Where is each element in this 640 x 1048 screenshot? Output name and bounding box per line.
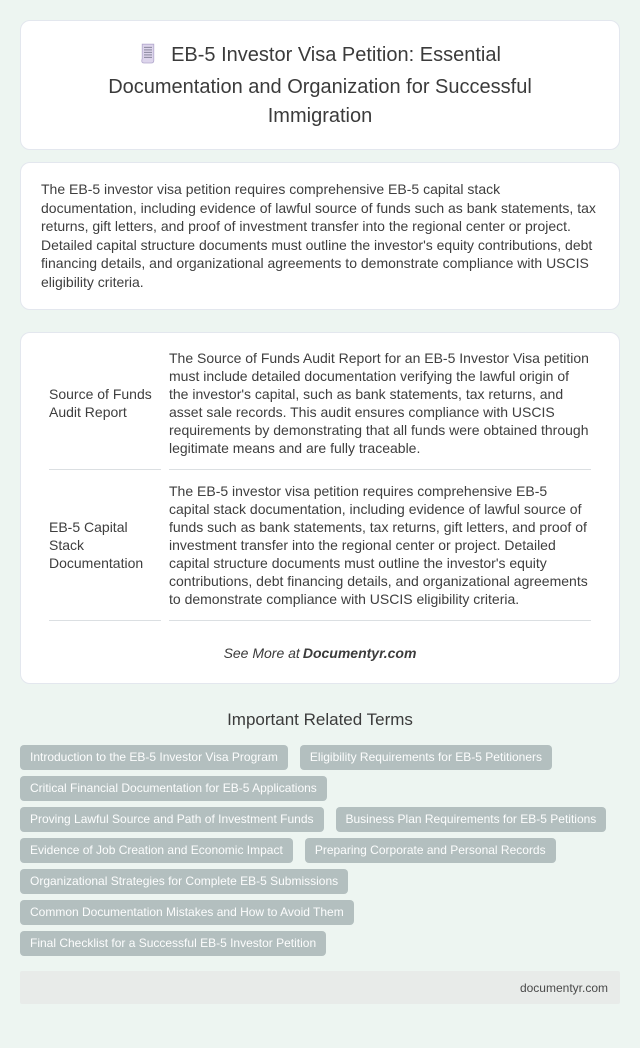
definition-cell: The EB-5 investor visa petition requires comprehensive EB-5 capital stack documentation, including evidence of lawful source of funds such as bank statements, tax returns, gift letters, and proof of investment transfer into the regional center or project. Detailed capital structure documents must outline the investor's equity contributions, debt financing details, and organizational agreements to demonstrate compliance with USCIS eligibility criteria. bbox=[169, 470, 591, 621]
related-term-tag[interactable]: Evidence of Job Creation and Economic Impact bbox=[20, 838, 293, 863]
related-term-tag[interactable]: Introduction to the EB-5 Investor Visa Program bbox=[20, 745, 288, 770]
page-title-text: EB-5 Investor Visa Petition: Essential Documentation and Organization for Successful Immigration bbox=[108, 44, 532, 127]
definition-cell: The Source of Funds Audit Report for an EB-5 Investor Visa petition must include detailed documentation verifying the lawful origin of the investor's capital, such as bank statements, tax returns, and asset sale records. This audit ensures compliance with USCIS requirements by demonstrating that all funds were obtained through legitimate means and are fully traceable. bbox=[169, 337, 591, 470]
summary-paragraph: The EB-5 investor visa petition requires comprehensive EB-5 capital stack documentation, including evidence of lawful source of funds such as bank statements, tax returns, gift letters, and proof of investment transfer into the regional center or project. Detailed capital structure documents must outline the investor's equity contributions, debt financing details, and organizational agreements to demonstrate compliance with USCIS eligibility criteria. bbox=[41, 181, 596, 290]
related-term-tag[interactable]: Critical Financial Documentation for EB-5 Applications bbox=[20, 776, 327, 801]
footer-bar bbox=[20, 971, 620, 1004]
related-term-tag[interactable]: Eligibility Requirements for EB-5 Petitioners bbox=[300, 745, 552, 770]
related-term-tag[interactable]: Common Documentation Mistakes and How to Avoid Them bbox=[20, 900, 354, 925]
related-term-tag[interactable]: Organizational Strategies for Complete EB-5 Submissions bbox=[20, 869, 348, 894]
related-terms-heading: Important Related Terms bbox=[227, 710, 413, 729]
page bbox=[0, 20, 640, 1004]
related-terms-list bbox=[20, 745, 620, 956]
see-more-site: Documentyr.com bbox=[302, 645, 417, 661]
related-term-tag[interactable]: Business Plan Requirements for EB-5 Petitions bbox=[336, 807, 607, 832]
receipt-icon bbox=[139, 43, 157, 73]
terms-table bbox=[41, 337, 599, 621]
related-term-tag[interactable]: Proving Lawful Source and Path of Investment Funds bbox=[20, 807, 324, 832]
see-more-text: See More at bbox=[223, 645, 300, 661]
footer-site-link[interactable]: documentyr.com bbox=[519, 980, 608, 995]
see-more-line bbox=[41, 621, 599, 661]
page-title bbox=[85, 41, 555, 131]
table-row bbox=[49, 470, 591, 621]
related-term-tag[interactable]: Preparing Corporate and Personal Records bbox=[305, 838, 556, 863]
table-row bbox=[49, 337, 591, 470]
summary-card bbox=[20, 162, 620, 310]
title-card bbox=[20, 20, 620, 150]
term-cell: Source of Funds Audit Report bbox=[49, 337, 161, 470]
definitions-card bbox=[20, 332, 620, 684]
term-cell: EB-5 Capital Stack Documentation bbox=[49, 470, 161, 621]
related-term-tag[interactable]: Final Checklist for a Successful EB-5 Investor Petition bbox=[20, 931, 326, 956]
